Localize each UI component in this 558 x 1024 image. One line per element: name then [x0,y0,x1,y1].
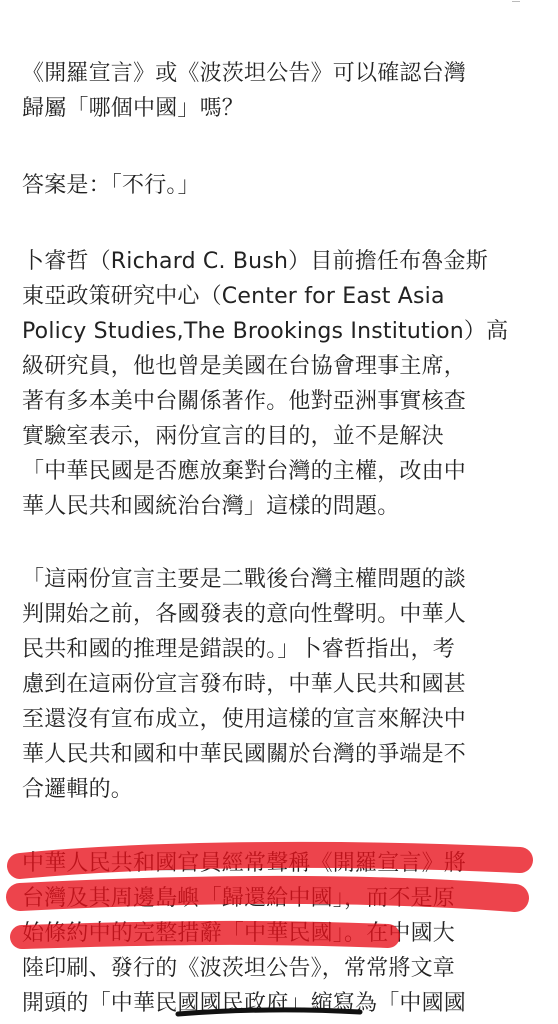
text-line: 級研究員，他也曾是美國在台協會理事主席， [22,354,467,379]
text-line: 判開始之前，各國發表的意向性聲明。中華人 [22,602,467,627]
quote-paragraph [22,562,542,807]
text-line: 合邏輯的。 [22,777,134,802]
text-line: 陸印刷、發行的《波茨坦公告》，常常將文章 [22,956,456,981]
bush-paragraph [22,244,542,524]
question-paragraph [22,56,542,126]
answer-paragraph [22,168,542,203]
text-line: 民共和國的推理是錯誤的。」卜睿哲指出，考 [22,637,456,662]
text-line: 歸屬「哪個中國」嗎？ [22,96,245,121]
text-line: 台灣及其周邊島嶼「歸還給中國」，而不是原 [22,886,456,911]
text-line: 「這兩份宣言主要是二戰後台灣主權問題的談 [22,567,467,592]
text-line: 慮到在這兩份宣言發布時，中華人民共和國甚 [22,672,467,697]
scroll-hint-mark [512,0,520,2]
text-line: 華人民共和國統治台灣」這樣的問題。 [22,494,400,519]
text-line: Policy Studies,The Brookings Institution）高 [22,319,509,344]
text-line: 至還沒有宣布成立，使用這樣的宣言來解決中 [22,707,467,732]
text-line: 中華人民共和國官員經常聲稱《開羅宣言》將 [22,851,467,876]
text-line: 華人民共和國和中華民國關於台灣的爭端是不 [22,742,467,767]
text-line: 東亞政策研究中心（Center for East Asia [22,284,445,309]
text-line: 《開羅宣言》或《波茨坦公告》可以確認台灣 [22,61,467,86]
text-line: 開頭的「中華民國國民政府」縮寫為「中國國 [22,991,467,1016]
text-line: 「中華民國是否應放棄對台灣的主權，改由中 [22,459,467,484]
text-line: 卜睿哲（Richard C. Bush）目前擔任布魯金斯 [22,249,488,274]
text-line: 始條約中的完整措辭「中華民國」。在中國大 [22,921,456,946]
text-line: 答案是：「不行。」 [22,173,200,198]
text-line: 著有多本美中台關係著作。他對亞洲事實核查 [22,389,467,414]
highlighted-paragraph [22,846,542,1021]
text-line: 實驗室表示，兩份宣言的目的，並不是解決 [22,424,444,449]
